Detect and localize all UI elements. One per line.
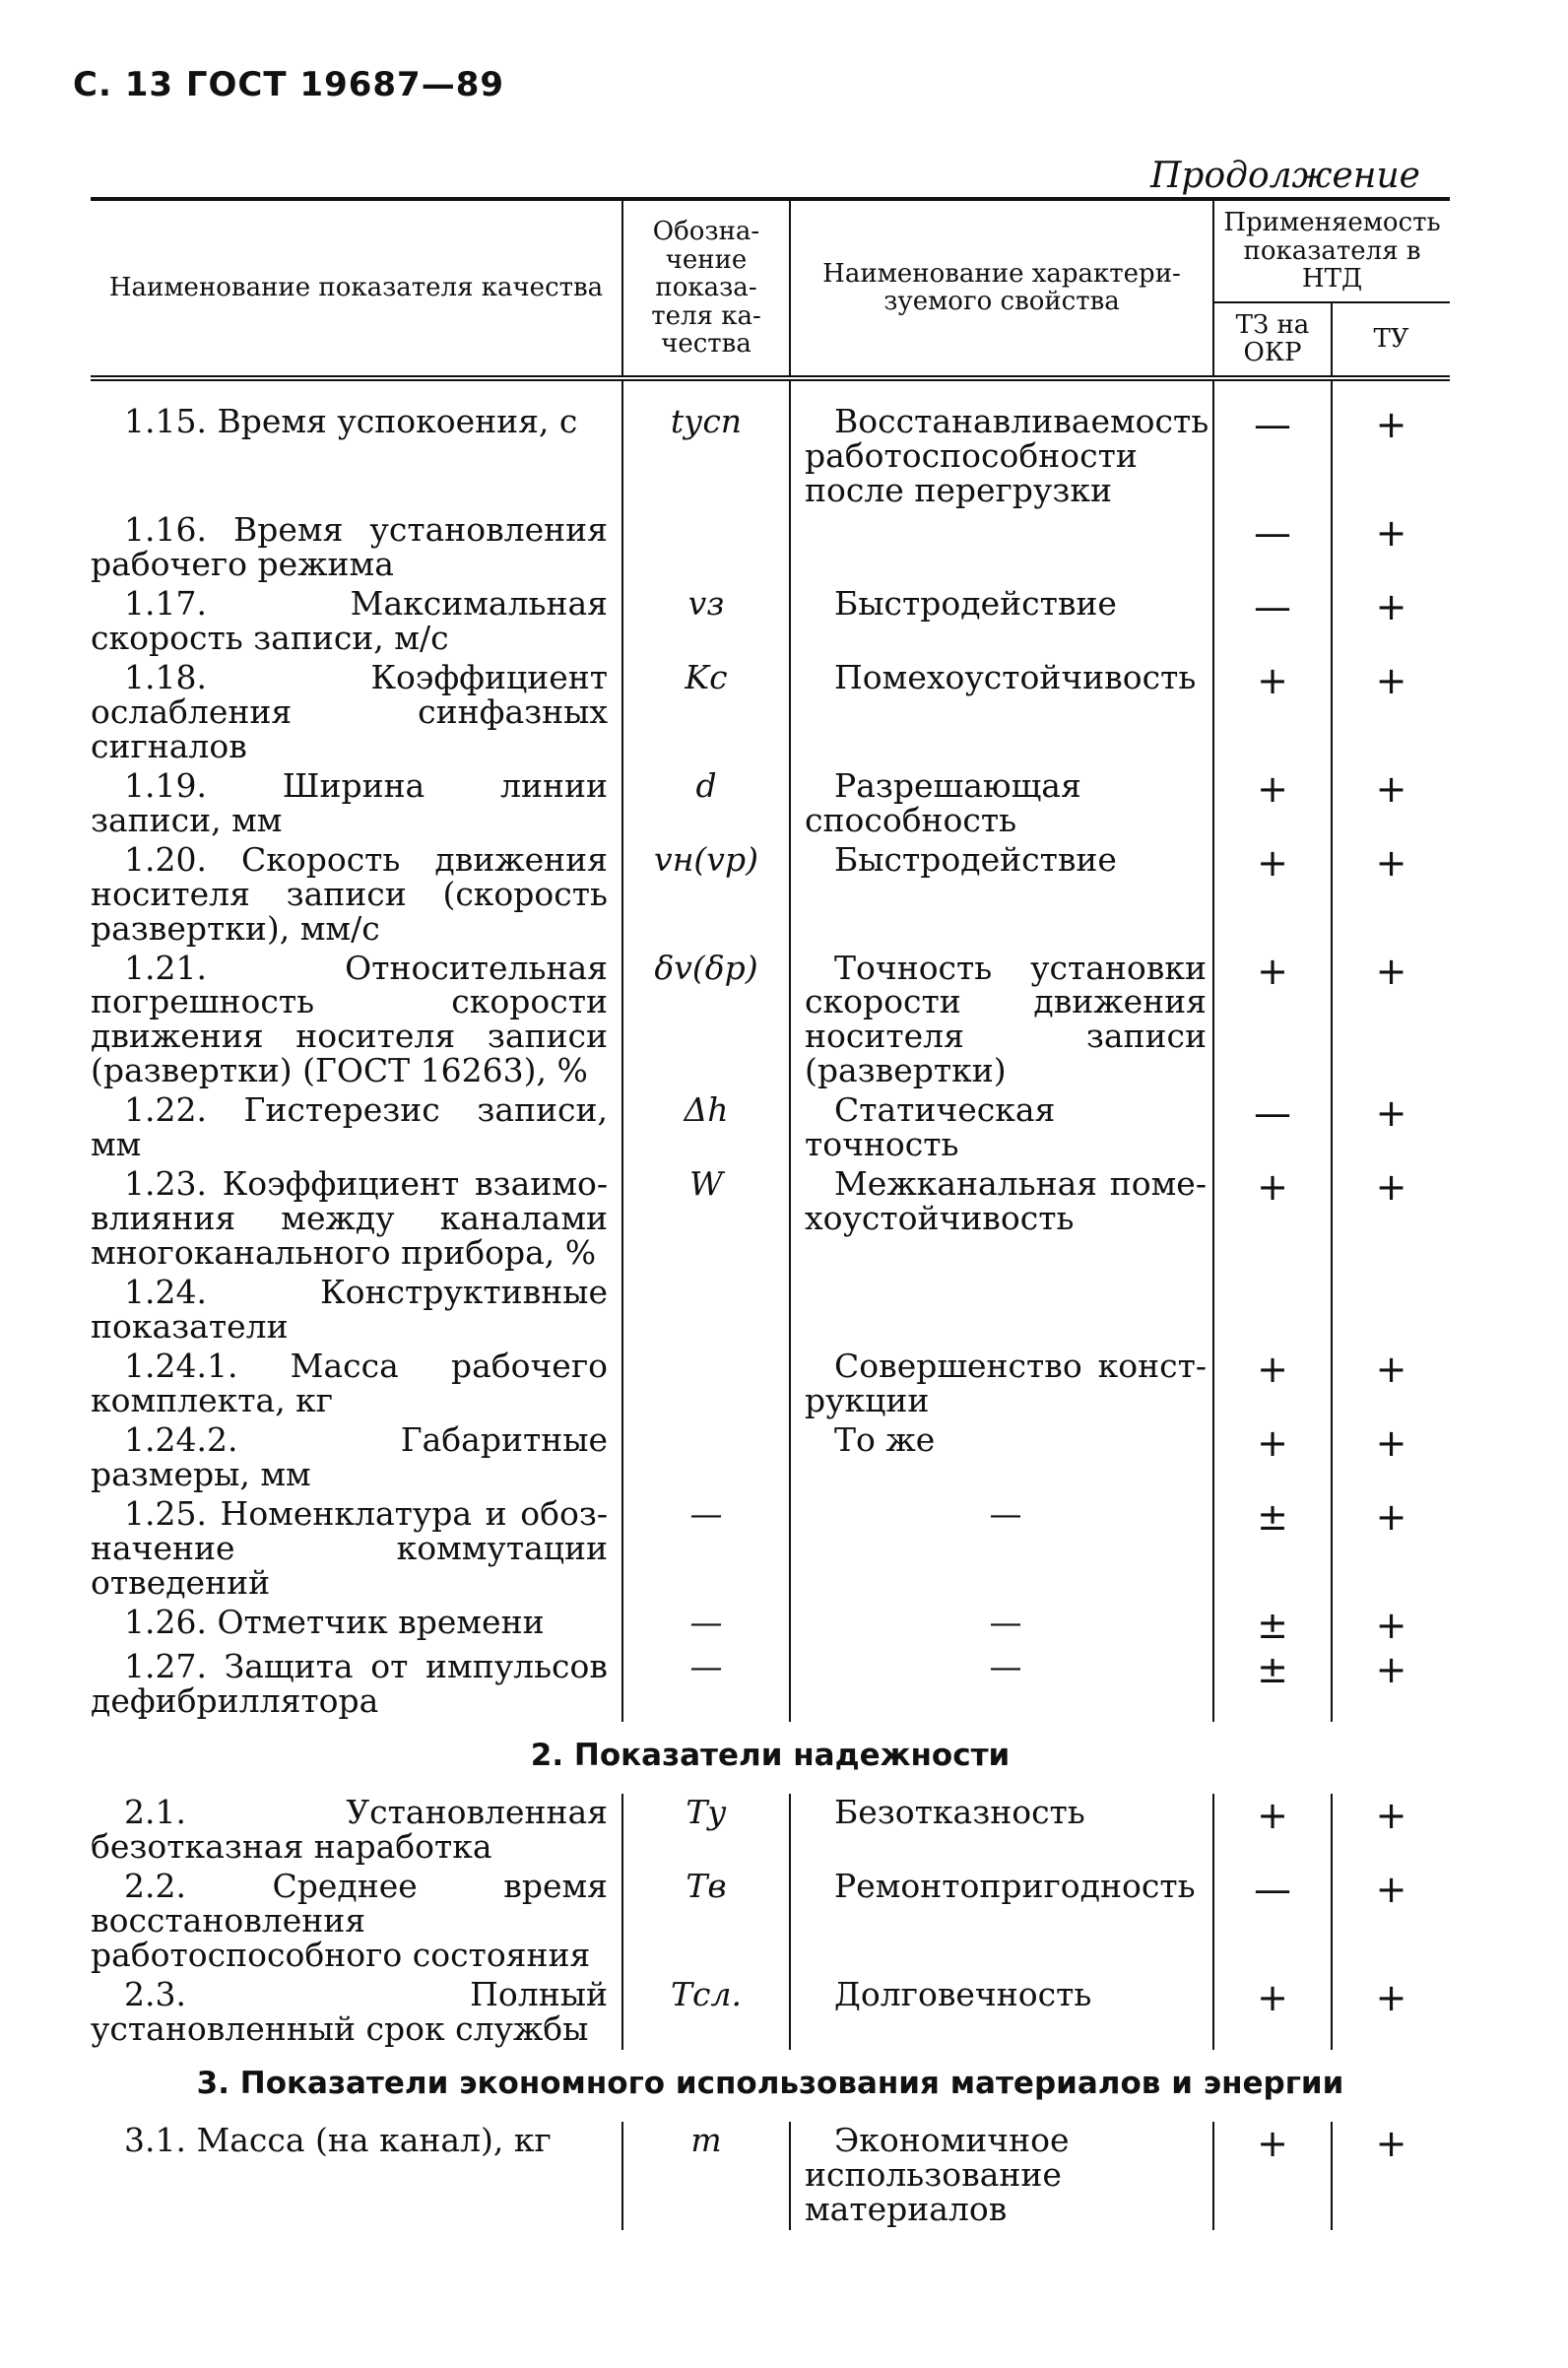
indicator-name: 1.23. Коэффициент взаимовлияния между каналами многоканального прибора, % [91,1165,622,1274]
indicator-symbol: — [622,1648,790,1722]
table-row [91,1165,1450,1274]
applicability-tu: + [1375,402,1407,446]
indicator-name: 1.24.1. Масса рабочего комплекта, кг [91,1348,622,1421]
characterized-property: Быстродействие [790,585,1213,659]
characterized-property: Точность установки скорости движения носителя записи (развертки) [790,950,1213,1092]
characterized-property: Экономичное использование материалов [790,2122,1213,2230]
indicator-name: 1.20. Скорость движения носителя записи (скорость развертки), мм/с [91,841,622,950]
indicator-symbol [622,1348,790,1421]
applicability-tz: + [1213,767,1332,841]
table-row [91,1976,1450,2050]
indicator-name: 2.1. Установленная безотказная наработка [91,1794,622,1868]
applicability-tz: — [1213,378,1332,511]
applicability-tu: + [1375,1165,1407,1210]
quality-indicators-table [91,197,1450,2230]
indicator-name: 1.22. Гистерезис записи, мм [91,1091,622,1165]
continuation-label: Продолжение [1150,156,1420,196]
table-row [91,767,1450,841]
indicator-name: 1.17. Максимальная скорость записи, м/с [91,585,622,659]
header-tz: ТЗ на ОКР [1213,302,1332,378]
applicability-tz: + [1213,1794,1332,1868]
indicator-name: 1.26. Отметчик времени [91,1604,622,1648]
indicator-name: 1.19. Ширина линии записи, мм [91,767,622,841]
header-tu: ТУ [1332,302,1450,378]
table-row [91,1348,1450,1421]
header-applicability: Применяемость показателя в НТД [1213,199,1450,302]
indicator-name: 1.25. Номенклатура и обозначение коммутации отведений [91,1495,622,1604]
indicator-symbol [622,1274,790,1348]
applicability-tz: + [1213,950,1332,1092]
applicability-tu: + [1375,1603,1407,1647]
indicator-symbol: Tу [622,1794,790,1868]
indicator-name: 1.18. Коэффициент ослабления синфазных сигналов [91,659,622,767]
applicability-tz: + [1213,1165,1332,1274]
indicator-name: 2.2. Среднее время восстановления работоспособного состояния [91,1868,622,1976]
characterized-property: Межканальная помехоустойчивость [790,1165,1213,1274]
applicability-tz: — [1213,585,1332,659]
characterized-property: Безотказность [790,1794,1213,1868]
applicability-tu: + [1375,1867,1407,1911]
applicability-tu: + [1375,658,1407,702]
section-title-economy: 3. Показатели экономного использования материалов и энергии [196,2065,1344,2101]
applicability-tz: + [1213,1976,1332,2050]
applicability-tu: + [1375,949,1407,993]
indicator-name: 1.16. Время установления рабочего режима [91,511,622,585]
characterized-property [790,511,1213,585]
table-row [91,1604,1450,1648]
characterized-property: Разрешающая способность [790,767,1213,841]
indicator-symbol [622,511,790,585]
applicability-tu: + [1375,584,1407,628]
table-row [91,1274,1450,1348]
table-row [91,1868,1450,1976]
applicability-tu [1332,1274,1450,1348]
header-name: Наименование показателя качества [91,199,622,378]
applicability-tu: + [1375,2121,1407,2165]
characterized-property: Восстанавливаемость работоспособности после перегрузки [790,378,1213,511]
applicability-tu: + [1375,510,1407,555]
applicability-tz: + [1213,841,1332,950]
table-row [91,1421,1450,1495]
table-row [91,378,1450,511]
indicator-symbol: vз [622,585,790,659]
indicator-symbol: tусп [622,378,790,511]
applicability-tz: ± [1213,1495,1332,1604]
characterized-property: Статическая точность [790,1091,1213,1165]
applicability-tz: ± [1213,1648,1332,1722]
applicability-tz: — [1213,511,1332,585]
table-row [91,1794,1450,1868]
applicability-tu: + [1375,1421,1407,1466]
header-symbol: Обозначение показателя качества [622,199,790,378]
table-row [91,1648,1450,1722]
applicability-tz: ± [1213,1604,1332,1648]
applicability-tu: + [1375,1975,1407,2019]
indicator-name: 1.27. Защита от импульсов дефибриллятора [91,1648,622,1722]
indicator-symbol: δv(δр) [622,950,790,1092]
table-row [91,1091,1450,1165]
indicator-symbol: Δh [622,1091,790,1165]
table-row [91,585,1450,659]
indicator-name: 1.15. Время успокоения, с [91,378,622,511]
characterized-property: Совершенство конструкции [790,1348,1213,1421]
header-property: Наименование характеризуемого свойства [790,199,1213,378]
section-title-reliability: 2. Показатели надежности [530,1738,1011,1774]
applicability-tu: + [1375,1648,1407,1692]
characterized-property: Ремонтопригодность [790,1868,1213,1976]
applicability-tz: — [1213,1868,1332,1976]
applicability-tu: + [1375,1794,1407,1837]
table-row [91,841,1450,950]
applicability-tz: — [1213,1091,1332,1165]
applicability-tz: + [1213,1421,1332,1495]
characterized-property: — [790,1648,1213,1722]
characterized-property: — [790,1604,1213,1648]
table-row [91,2122,1450,2230]
indicator-name: 3.1. Масса (на канал), кг [91,2122,622,2230]
applicability-tz [1213,1274,1332,1348]
indicator-name: 1.24. Конструктивные показатели [91,1274,622,1348]
applicability-tu: + [1375,840,1407,885]
table-row [91,659,1450,767]
characterized-property: Быстродействие [790,841,1213,950]
applicability-tz: + [1213,659,1332,767]
characterized-property: Долговечность [790,1976,1213,2050]
table-row [91,1495,1450,1604]
indicator-name: 1.24.2. Габаритные размеры, мм [91,1421,622,1495]
indicator-symbol: Kс [622,659,790,767]
applicability-tu: + [1375,1348,1407,1392]
characterized-property: — [790,1495,1213,1604]
indicator-symbol: Tсл. [622,1976,790,2050]
indicator-symbol: Tв [622,1868,790,1976]
applicability-tz: + [1213,2122,1332,2230]
applicability-tz: + [1213,1348,1332,1421]
indicator-symbol [622,1421,790,1495]
indicator-symbol: W [622,1165,790,1274]
characterized-property: То же [790,1421,1213,1495]
characterized-property: Помехоустойчивость [790,659,1213,767]
indicator-symbol: d [622,767,790,841]
characterized-property [790,1274,1213,1348]
page-header: С. 13 ГОСТ 19687—89 [73,65,505,104]
indicator-symbol: vн(vр) [622,841,790,950]
indicator-name: 1.21. Относительная погрешность скорости движения носителя записи (развертки) (ГОСТ 16263), % [91,950,622,1092]
applicability-tu: + [1375,766,1407,811]
indicator-name: 2.3. Полный установленный срок службы [91,1976,622,2050]
indicator-symbol: — [622,1495,790,1604]
indicator-symbol: — [622,1604,790,1648]
table-row [91,950,1450,1092]
indicator-symbol: m [622,2122,790,2230]
applicability-tu: + [1375,1495,1407,1540]
table-row [91,511,1450,585]
applicability-tu: + [1375,1091,1407,1136]
